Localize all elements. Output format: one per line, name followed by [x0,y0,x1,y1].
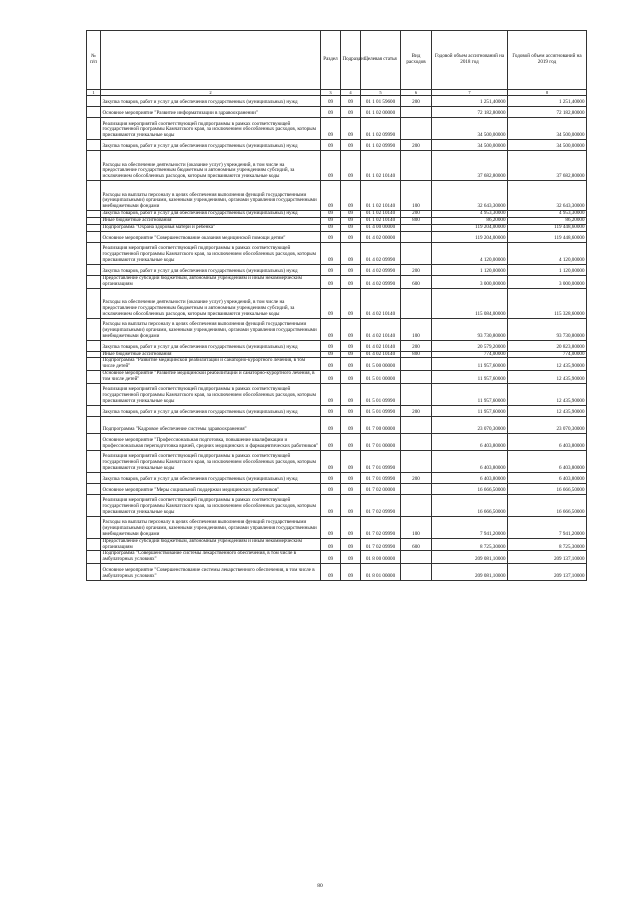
podrazdel-cell: 09 [341,371,361,384]
target-article-cell: 01 7 01 00000 [361,433,401,450]
target-article-cell: 01 1 02 10140 [361,151,401,181]
razdel-cell: 09 [321,383,341,405]
item-name-cell: Реализация мероприятий соответствующей подпрограммы в рамках соответствующей государственной программы Камчатского края, за исключением обособленных расходов, которым присваиваются уникальные коды [101,450,321,472]
razdel-cell: 09 [321,358,341,371]
expense-type-cell: 200 [401,472,432,483]
amount-2019-cell: 32 643,30000 [508,181,587,211]
amount-2019-cell: 209 137,10000 [508,564,587,581]
razdel-cell: 09 [321,516,341,538]
expense-type-cell: 800 [401,218,432,225]
item-name-cell: Закупка товаров, работ и услуг для обеспечения государственных (муниципальных) нужд [101,405,321,416]
expense-type-cell [401,225,432,232]
row-number-cell [87,351,101,358]
amount-2018-cell: 23 070,30000 [432,416,508,433]
amount-2019-cell: 3 000,00000 [508,275,587,288]
target-article-cell: 01 5 01 09990 [361,405,401,416]
column-number: 3 [321,90,341,96]
expense-type-cell: 200 [401,140,432,151]
expense-type-cell [401,358,432,371]
razdel-cell: 09 [321,538,341,551]
item-name-cell: Иные бюджетные ассигнования [101,351,321,358]
row-number-cell [87,288,101,318]
amount-2018-cell: 6 403,80000 [432,433,508,450]
table-header-row [87,31,587,90]
target-article-cell: 01 8 00 00000 [361,551,401,564]
amount-2018-cell: 119 204,00000 [432,225,508,232]
table-row [87,181,587,211]
amount-2018-cell: 1 251,40000 [432,96,508,107]
amount-2018-cell: 115 084,00000 [432,288,508,318]
amount-2018-cell: 86,20000 [432,218,508,225]
razdel-cell: 09 [321,371,341,384]
razdel-cell: 09 [321,433,341,450]
row-number-cell [87,264,101,275]
target-article-cell: 01 4 02 10140 [361,318,401,340]
item-name-cell: Предоставление субсидий бюджетным, автономным учреждениям и иным некоммерческим организациям [101,275,321,288]
item-name-cell: Расходы на обеспечение деятельности (оказание услуг) учреждений, в том числе на предоставление государственным бюджетным и автономным учреждениям субсидий, за исключением обособленных расходов, которым присваиваются уникальные коды [101,151,321,181]
expense-type-cell [401,383,432,405]
item-name-cell: Подпрограмма "Развитие медицинской реабилитации и санаторно-курортного лечения, в том числе детей" [101,358,321,371]
item-name-cell: Основное мероприятие "Совершенствование системы лекарственного обеспечения, в том числе в амбулаторных условиях" [101,564,321,581]
row-number-cell [87,118,101,140]
podrazdel-cell: 09 [341,516,361,538]
amount-2019-cell: 16 666,50000 [508,483,587,494]
table-row [87,551,587,564]
expense-type-cell [401,433,432,450]
podrazdel-cell: 09 [341,242,361,264]
amount-2019-cell: 4 953,30000 [508,211,587,218]
amount-2018-cell: 6 403,80000 [432,472,508,483]
amount-2018-cell: 209 081,10000 [432,564,508,581]
expense-type-cell: 800 [401,351,432,358]
page-number: 80 [317,883,323,889]
item-name-cell: Предоставление субсидий бюджетным, автономным учреждениям и иным некоммерческим организациям [101,538,321,551]
razdel-cell: 09 [321,318,341,340]
target-article-cell: 01 7 02 09990 [361,538,401,551]
table-row [87,107,587,118]
target-article-cell: 01 5 00 00000 [361,358,401,371]
amount-2019-cell: 8 725,30000 [508,538,587,551]
header-amount-2019: Годовой объем ассигнований на 2019 год [508,31,587,90]
target-article-cell: 01 1 02 10140 [361,181,401,211]
amount-2019-cell: 6 403,80000 [508,450,587,472]
row-number-cell [87,242,101,264]
expense-type-cell [401,107,432,118]
row-number-cell [87,151,101,181]
table-row [87,275,587,288]
amount-2019-cell: 1 120,00000 [508,264,587,275]
target-article-cell: 01 7 00 00000 [361,416,401,433]
target-article-cell: 01 4 02 10140 [361,351,401,358]
podrazdel-cell: 09 [341,151,361,181]
podrazdel-cell: 09 [341,551,361,564]
podrazdel-cell: 09 [341,288,361,318]
item-name-cell: Подпрограмма "Кадровое обеспечение системы здравоохранения" [101,416,321,433]
table-body [87,96,587,581]
amount-2018-cell: 3 000,00000 [432,275,508,288]
podrazdel-cell: 09 [341,340,361,351]
podrazdel-cell: 09 [341,211,361,218]
expense-type-cell [401,494,432,516]
expense-type-cell [401,564,432,581]
amount-2019-cell: 23 070,30000 [508,416,587,433]
podrazdel-cell: 09 [341,318,361,340]
item-name-cell: Закупка товаров, работ и услуг для обеспечения государственных (муниципальных) нужд [101,472,321,483]
razdel-cell: 09 [321,140,341,151]
amount-2019-cell: 34 500,00000 [508,140,587,151]
column-number: 8 [508,90,587,96]
row-number-cell [87,107,101,118]
column-number: 2 [101,90,321,96]
table-row [87,371,587,384]
amount-2019-cell: 72 182,80000 [508,107,587,118]
podrazdel-cell: 09 [341,450,361,472]
razdel-cell: 09 [321,416,341,433]
header-num: № п/п [87,31,101,90]
column-number: 1 [87,90,101,96]
podrazdel-cell: 09 [341,264,361,275]
razdel-cell: 09 [321,225,341,232]
amount-2018-cell: 1 120,00000 [432,264,508,275]
amount-2019-cell: 12 435,90000 [508,405,587,416]
row-number-cell [87,340,101,351]
podrazdel-cell: 09 [341,218,361,225]
item-name-cell: Закупка товаров, работ и услуг для обеспечения государственных (муниципальных) нужд [101,211,321,218]
target-article-cell: 01 1 02 09990 [361,118,401,140]
amount-2018-cell: 72 182,80000 [432,107,508,118]
expense-type-cell [401,242,432,264]
item-name-cell: Основное мероприятие "Профессиональная подготовка, повышение квалификации и профессиональная переподготовка врачей, средних медицинских и фармацевтических работников" [101,433,321,450]
target-article-cell: 01 5 01 00000 [361,371,401,384]
amount-2019-cell: 12 435,90000 [508,383,587,405]
table-row [87,483,587,494]
item-name-cell: Подпрограмма "Охрана здоровья матери и ребенка" [101,225,321,232]
table-row [87,416,587,433]
table-row [87,96,587,107]
amount-2019-cell: 209 137,10000 [508,551,587,564]
column-number: 6 [401,90,432,96]
amount-2019-cell: 34 500,00000 [508,118,587,140]
amount-2019-cell: 774,00000 [508,351,587,358]
amount-2019-cell: 86,20000 [508,218,587,225]
row-number-cell [87,218,101,225]
column-number: 5 [361,90,401,96]
amount-2019-cell: 20 823,80000 [508,340,587,351]
amount-2018-cell: 11 957,60000 [432,405,508,416]
table-row [87,242,587,264]
razdel-cell: 09 [321,351,341,358]
target-article-cell: 01 1 02 10140 [361,218,401,225]
item-name-cell: Закупка товаров, работ и услуг для обеспечения государственных (муниципальных) нужд [101,340,321,351]
expense-type-cell [401,118,432,140]
row-number-cell [87,383,101,405]
target-article-cell: 01 4 02 09990 [361,275,401,288]
column-number: 7 [432,90,508,96]
podrazdel-cell: 09 [341,225,361,232]
podrazdel-cell: 09 [341,472,361,483]
amount-2019-cell: 119 448,60000 [508,225,587,232]
row-number-cell [87,211,101,218]
table-row [87,358,587,371]
amount-2018-cell: 8 725,30000 [432,538,508,551]
podrazdel-cell: 09 [341,231,361,242]
table-row [87,494,587,516]
target-article-cell: 01 7 01 09990 [361,450,401,472]
amount-2019-cell: 16 666,50000 [508,494,587,516]
row-number-cell [87,538,101,551]
razdel-cell: 09 [321,151,341,181]
header-target-article: Целевая статья [361,31,401,90]
podrazdel-cell: 09 [341,538,361,551]
target-article-cell: 01 4 02 10140 [361,288,401,318]
razdel-cell: 09 [321,264,341,275]
item-name-cell: Основное мероприятие "Совершенствование оказания медицинской помощи детям" [101,231,321,242]
razdel-cell: 09 [321,288,341,318]
razdel-cell: 09 [321,96,341,107]
amount-2019-cell: 7 941,20000 [508,516,587,538]
target-article-cell: 01 1 02 00000 [361,107,401,118]
expense-type-cell: 100 [401,181,432,211]
razdel-cell: 09 [321,405,341,416]
razdel-cell: 09 [321,181,341,211]
amount-2018-cell: 4 953,30000 [432,211,508,218]
amount-2018-cell: 16 666,50000 [432,494,508,516]
target-article-cell: 01 4 02 09990 [361,264,401,275]
row-number-cell [87,96,101,107]
header-expense-type: Вид расходов [401,31,432,90]
amount-2018-cell: 774,00000 [432,351,508,358]
podrazdel-cell: 09 [341,494,361,516]
amount-2018-cell: 34 500,00000 [432,140,508,151]
row-number-cell [87,225,101,232]
table-row [87,433,587,450]
row-number-cell [87,181,101,211]
razdel-cell: 09 [321,483,341,494]
amount-2019-cell: 119 448,60000 [508,231,587,242]
razdel-cell: 09 [321,494,341,516]
razdel-cell: 09 [321,450,341,472]
row-number-cell [87,551,101,564]
row-number-cell [87,140,101,151]
row-number-cell [87,494,101,516]
item-name-cell: Расходы на выплаты персоналу в целях обеспечения выполнения функций государственными (муниципальными) органами, казенными учреждениями, органами управления государственными внебюджетными фондами [101,516,321,538]
amount-2018-cell: 209 081,10000 [432,551,508,564]
target-article-cell: 01 1 02 09990 [361,140,401,151]
expense-type-cell [401,483,432,494]
target-article-cell: 01 7 02 09990 [361,516,401,538]
podrazdel-cell: 09 [341,181,361,211]
amount-2019-cell: 12 435,90000 [508,358,587,371]
razdel-cell: 09 [321,340,341,351]
item-name-cell: Иные бюджетные ассигнования [101,218,321,225]
podrazdel-cell: 09 [341,416,361,433]
row-number-cell [87,275,101,288]
row-number-cell [87,516,101,538]
row-number-cell [87,450,101,472]
expense-type-cell: 600 [401,275,432,288]
razdel-cell: 09 [321,472,341,483]
razdel-cell: 09 [321,118,341,140]
table-row [87,118,587,140]
expense-type-cell [401,450,432,472]
expense-type-cell: 200 [401,340,432,351]
razdel-cell: 09 [321,564,341,581]
target-article-cell: 01 4 02 10140 [361,340,401,351]
row-number-cell [87,483,101,494]
target-article-cell: 01 7 01 09990 [361,472,401,483]
table-row [87,472,587,483]
podrazdel-cell: 09 [341,358,361,371]
row-number-cell [87,358,101,371]
table-row [87,318,587,340]
item-name-cell: Закупка товаров, работ и услуг для обеспечения государственных (муниципальных) нужд [101,264,321,275]
target-article-cell: 01 1 02 10140 [361,211,401,218]
amount-2018-cell: 20 579,20000 [432,340,508,351]
amount-2018-cell: 16 666,50000 [432,483,508,494]
podrazdel-cell: 09 [341,118,361,140]
amount-2018-cell: 11 957,60000 [432,371,508,384]
target-article-cell: 01 4 02 00000 [361,231,401,242]
amount-2018-cell: 11 957,60000 [432,358,508,371]
column-number: 4 [341,90,361,96]
podrazdel-cell: 09 [341,275,361,288]
item-name-cell: Реализация мероприятий соответствующей подпрограммы в рамках соответствующей государственной программы Камчатского края, за исключением обособленных расходов, которым присваиваются уникальные коды [101,242,321,264]
expense-type-cell: 100 [401,516,432,538]
item-name-cell: Основное мероприятие "Меры социальной поддержки медицинских работников" [101,483,321,494]
row-number-cell [87,231,101,242]
amount-2019-cell: 115 328,60000 [508,288,587,318]
razdel-cell: 09 [321,231,341,242]
header-razdel: Раздел [321,31,341,90]
item-name-cell: Реализация мероприятий соответствующей подпрограммы в рамках соответствующей государственной программы Камчатского края, за исключением обособленных расходов, которым присваиваются уникальные коды [101,383,321,405]
podrazdel-cell: 09 [341,140,361,151]
target-article-cell: 01 8 01 00000 [361,564,401,581]
expense-type-cell: 200 [401,264,432,275]
expense-type-cell: 200 [401,96,432,107]
expense-type-cell [401,551,432,564]
budget-table [86,30,587,581]
razdel-cell: 09 [321,211,341,218]
table-row [87,340,587,351]
table-row [87,140,587,151]
target-article-cell: 01 5 01 09990 [361,383,401,405]
item-name-cell: Закупка товаров, работ и услуг для обеспечения государственных (муниципальных) нужд [101,96,321,107]
target-article-cell: 01 1 01 59600 [361,96,401,107]
item-name-cell: Основное мероприятие "Развитие информатизации в здравоохранении" [101,107,321,118]
amount-2019-cell: 6 403,80000 [508,472,587,483]
podrazdel-cell: 09 [341,433,361,450]
target-article-cell: 01 7 02 09990 [361,494,401,516]
table-row [87,264,587,275]
expense-type-cell: 100 [401,318,432,340]
expense-type-cell: 200 [401,211,432,218]
header-amount-2018: Годовой объем ассигнований на 2018 год [432,31,508,90]
amount-2019-cell: 4 120,00000 [508,242,587,264]
amount-2018-cell: 37 682,80000 [432,151,508,181]
amount-2018-cell: 119 204,00000 [432,231,508,242]
row-number-cell [87,433,101,450]
amount-2019-cell: 93 730,80000 [508,318,587,340]
expense-type-cell [401,231,432,242]
header-name [101,31,321,90]
item-name-cell: Расходы на выплаты персоналу в целях обеспечения выполнения функций государственными (муниципальными) органами, казенными учреждениями, органами управления государственными внебюджетными фондами [101,318,321,340]
table-row [87,516,587,538]
podrazdel-cell: 09 [341,107,361,118]
razdel-cell: 09 [321,275,341,288]
item-name-cell: Подпрограмма "Совершенствование системы лекарственного обеспечения, в том числе в амбулаторных условиях" [101,551,321,564]
razdel-cell: 09 [321,107,341,118]
amount-2019-cell: 1 251,40000 [508,96,587,107]
row-number-cell [87,564,101,581]
amount-2019-cell: 12 435,90000 [508,371,587,384]
item-name-cell: Закупка товаров, работ и услуг для обеспечения государственных (муниципальных) нужд [101,140,321,151]
amount-2018-cell: 32 643,30000 [432,181,508,211]
table-row [87,450,587,472]
amount-2019-cell: 6 403,80000 [508,433,587,450]
target-article-cell: 01 4 00 00000 [361,225,401,232]
podrazdel-cell: 09 [341,96,361,107]
razdel-cell: 09 [321,242,341,264]
expense-type-cell [401,371,432,384]
expense-type-cell: 200 [401,405,432,416]
item-name-cell: Расходы на обеспечение деятельности (оказание услуг) учреждений, в том числе на предоставление государственным бюджетным и автономным учреждениям субсидий, за исключением обособленных расходов, которым присваиваются уникальные коды [101,288,321,318]
amount-2018-cell: 4 120,00000 [432,242,508,264]
item-name-cell: Реализация мероприятий соответствующей подпрограммы в рамках соответствующей государственной программы Камчатского края, за исключением обособленных расходов, которым присваиваются уникальные коды [101,494,321,516]
table-row [87,225,587,232]
header-podrazdel: Подраздел [341,31,361,90]
row-number-cell [87,472,101,483]
table-row [87,288,587,318]
row-number-cell [87,416,101,433]
expense-type-cell [401,416,432,433]
razdel-cell: 09 [321,218,341,225]
table-row [87,383,587,405]
table-row [87,564,587,581]
amount-2018-cell: 93 730,80000 [432,318,508,340]
table-row [87,405,587,416]
amount-2019-cell: 37 682,80000 [508,151,587,181]
amount-2018-cell: 34 500,00000 [432,118,508,140]
table-row [87,231,587,242]
item-name-cell: Расходы на выплаты персоналу в целях обеспечения выполнения функций государственными (муниципальными) органами, казенными учреждениями, органами управления государственными внебюджетными фондами [101,181,321,211]
table-row [87,151,587,181]
podrazdel-cell: 09 [341,405,361,416]
item-name-cell: Реализация мероприятий соответствующей подпрограммы в рамках соответствующей государственной программы Камчатского края, за исключением обособленных расходов, которым присваиваются уникальные коды [101,118,321,140]
item-name-cell: Основное мероприятие "Развитие медицинской реабилитации и санаторно-курортного лечения, в том числе детей" [101,371,321,384]
amount-2018-cell: 11 957,60000 [432,383,508,405]
row-number-cell [87,371,101,384]
row-number-cell [87,405,101,416]
podrazdel-cell: 09 [341,483,361,494]
podrazdel-cell: 09 [341,564,361,581]
expense-type-cell [401,151,432,181]
row-number-cell [87,318,101,340]
amount-2018-cell: 7 941,20000 [432,516,508,538]
expense-type-cell: 600 [401,538,432,551]
expense-type-cell [401,288,432,318]
amount-2018-cell: 6 403,80000 [432,450,508,472]
podrazdel-cell: 09 [341,351,361,358]
target-article-cell: 01 4 02 09990 [361,242,401,264]
target-article-cell: 01 7 02 00000 [361,483,401,494]
razdel-cell: 09 [321,551,341,564]
podrazdel-cell: 09 [341,383,361,405]
